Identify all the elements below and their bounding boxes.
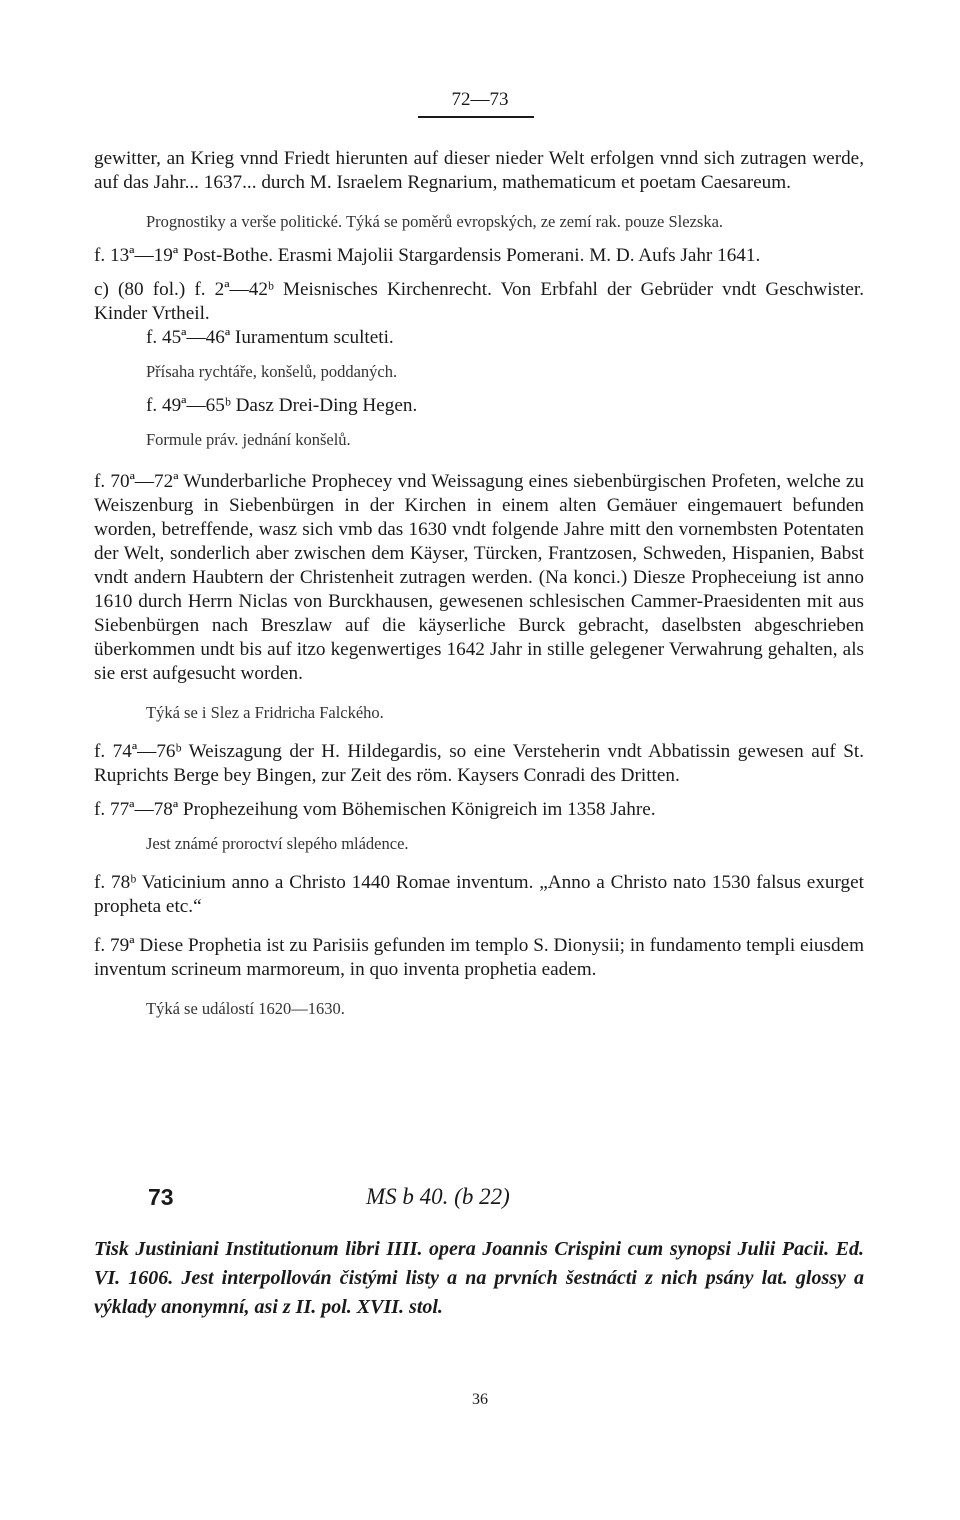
section-heading: [94, 1182, 864, 1214]
running-header: 72—73: [451, 89, 509, 110]
section-description: Tisk Justiniani Institutionum libri IIII. opera Joannis Crispini cum synopsi Julii Pacii. Ed. VI. 1606. Jest interpollován čistými listy a na prvních šestnácti z nich psány lat. glossy a výklady anonymní, asi z II. pol. XVII. stol.: [94, 1238, 864, 1318]
entry-note: Týká se událostí 1620—1630.: [146, 999, 345, 1018]
header-rule: [418, 116, 534, 118]
entry-note: Formule práv. jednání konšelů.: [146, 430, 351, 449]
entry-text: f. 49ª—65ᵇ Dasz Drei-Ding Hegen.: [146, 395, 418, 416]
catalog-entries: [94, 147, 864, 1021]
section-number: 73: [148, 1184, 174, 1210]
entry-note: Prognostiky a verše politické. Týká se poměrů evropských, ze zemí rak. pouze Slezska.: [146, 212, 724, 231]
entry-text: f. 78ᵇ Vaticinium anno a Christo 1440 Romae inventum. „Anno a Christo nato 1530 falsus exurget propheta etc.“: [94, 872, 864, 917]
page-number: 36: [472, 1391, 488, 1408]
entry-text: f. 70ª—72ª Wunderbarliche Prophecey vnd Weissagung eines siebenbürgischen Profeten, welche zu Weiszenburg in Siebenbürgen in der Kirchen in einem alten Gemäuer eingemauert befunden worden, betreffende, wasz sich vmb das 1630 vndt folgende Jahre mitt den vornembsten Potentaten der Welt, sonderlich aber zwischen dem Käyser, Türcken, Frantzosen, Schweden, Hispanien, Babst vndt andern Haubtern der Christenheit zutragen werden. (Na konci.) Diesze Propheceiung ist anno 1610 durch Herrn Niclas von Burckhausen, gewesenen schlesischen Cammer-Praesidenten mit aus Siebenbürgen nach Breszlaw auf die käyserliche Burck gebracht, daselbsten abgeschrieben überkommen undt bis auf itzo kegenwertiges 1642 Jahr in stille gelegener Verwahrung gehalten, als sie erst aufgesucht worden.: [94, 471, 864, 684]
entry-note: Přísaha rychtáře, konšelů, poddaných.: [146, 362, 398, 381]
entry-text: gewitter, an Krieg vnnd Friedt hierunten auf dieser nieder Welt erfolgen vnnd sich zutragen werde, auf das Jahr... 1637... durch M. Israelem Regnarium, mathematicum et poetam Caesareum.: [94, 148, 864, 193]
entry-text: c) (80 fol.) f. 2ª—42ᵇ Meisnisches Kirchenrecht. Von Erbfahl der Gebrüder vndt Geschwister. Kinder Vrtheil.: [94, 279, 864, 324]
entry-text: f. 45ª—46ª Iuramentum sculteti.: [146, 327, 394, 348]
entry-note: Týká se i Slez a Fridricha Falckého.: [146, 703, 384, 722]
entry-text: f. 13ª—19ª Post-Bothe. Erasmi Majolii Stargardensis Pomerani. M. D. Aufs Jahr 1641.: [94, 245, 761, 266]
section-title: MS b 40. (b 22): [366, 1184, 510, 1209]
entry-text: f. 74ª—76ᵇ Weiszagung der H. Hildegardis, so eine Versteherin vndt Abbatissin gewesen auf St. Ruprichts Berge bey Bingen, zur Zeit des röm. Kaysers Conradi des Dritten.: [94, 741, 864, 786]
entry-text: f. 79ª Diese Prophetia ist zu Parisiis gefunden im templo S. Dionysii; in fundamento templi eiusdem inventum scrineum marmoreum, in quo inventa prophetia eadem.: [94, 935, 864, 980]
entry-note: Jest známé proroctví slepého mládence.: [146, 834, 409, 853]
entry-text: f. 77ª—78ª Prophezeihung vom Böhemischen Königreich im 1358 Jahre.: [94, 799, 656, 820]
